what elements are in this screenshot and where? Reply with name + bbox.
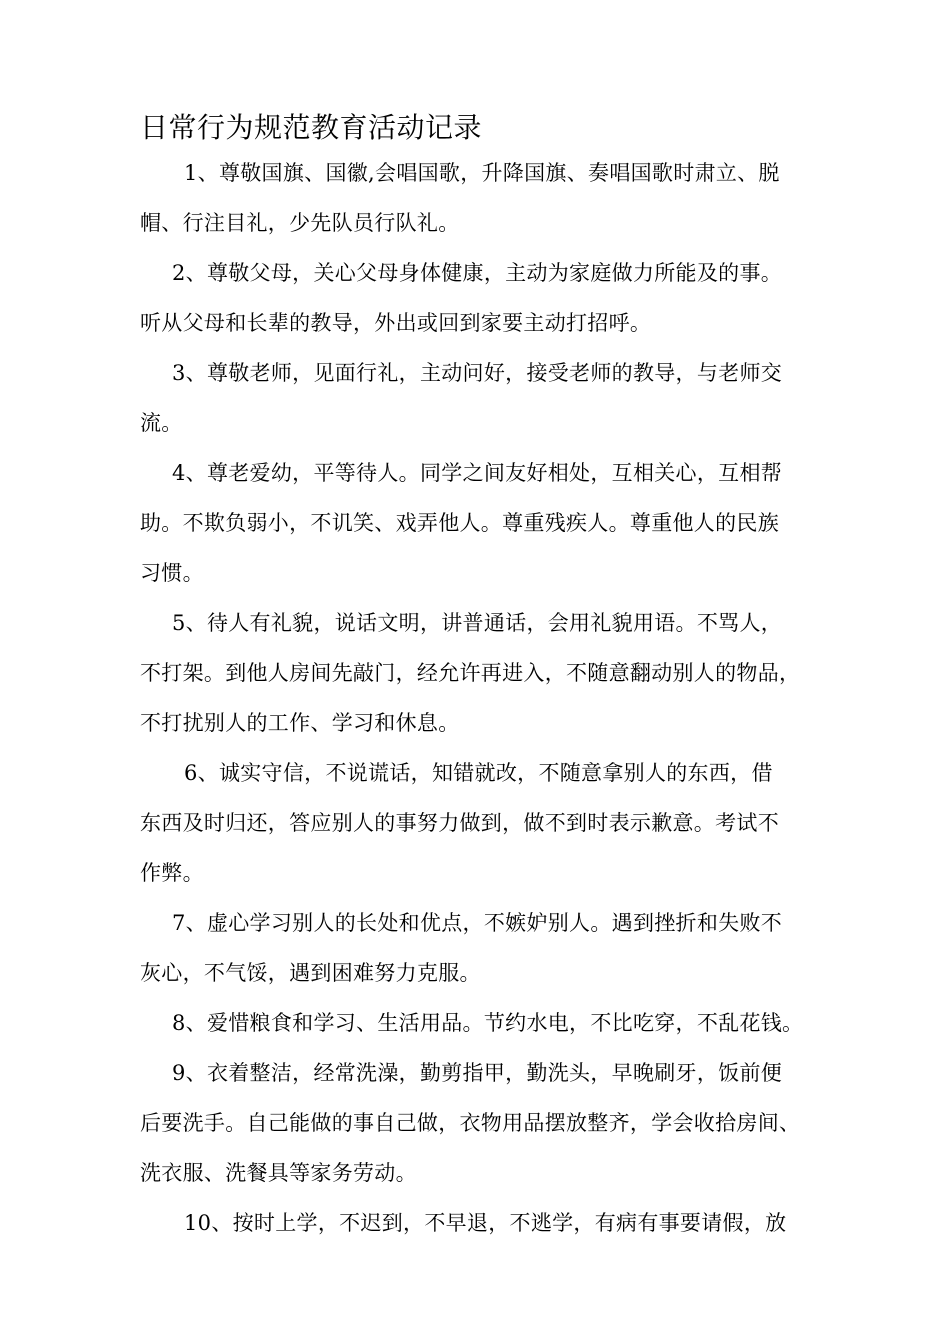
paragraph-1-line-1: 1、尊敬国旗、国徽,会唱国歌，升降国旗、奏唱国歌时肃立、脱 <box>184 161 780 185</box>
paragraph-4-line-3: 习惯。 <box>140 561 204 585</box>
paragraph-1-line-2: 帽、行注目礼，少先队员行队礼。 <box>140 211 460 235</box>
page-title: 日常行为规范教育活动记录 <box>140 111 483 144</box>
paragraph-9-line-2: 后要洗手。自己能做的事自己做，衣物用品摆放整齐，学会收拾房间、 <box>140 1111 801 1135</box>
paragraph-9-line-3: 洗衣服、洗餐具等家务劳动。 <box>140 1161 417 1185</box>
paragraph-3-line-2: 流。 <box>140 411 183 435</box>
paragraph-2-line-2: 听从父母和长辈的教导，外出或回到家要主动打招呼。 <box>140 311 652 335</box>
paragraph-9-line-1: 9、衣着整洁，经常洗澡，勤剪指甲，勤洗头，早晚刷牙，饭前便 <box>172 1061 783 1085</box>
paragraph-3-line-1: 3、尊敬老师，见面行礼，主动问好，接受老师的教导，与老师交 <box>172 361 783 385</box>
paragraph-10-line-1: 10、按时上学，不迟到，不早退，不逃学，有病有事要请假，放 <box>184 1211 787 1235</box>
paragraph-6-line-1: 6、诚实守信，不说谎话，知错就改，不随意拿别人的东西，借 <box>184 761 773 785</box>
paragraph-5-line-3: 不打扰别人的工作、学习和休息。 <box>140 711 460 735</box>
paragraph-6-line-3: 作弊。 <box>140 861 204 885</box>
paragraph-8-line-1: 8、爱惜粮食和学习、生活用品。节约水电，不比吃穿，不乱花钱。 <box>172 1011 804 1035</box>
paragraph-7-line-1: 7、虚心学习别人的长处和优点，不嫉妒别人。遇到挫折和失败不 <box>172 911 783 935</box>
paragraph-7-line-2: 灰心，不气馁，遇到困难努力克服。 <box>140 961 481 985</box>
paragraph-5-line-1: 5、待人有礼貌，说话文明，讲普通话，会用礼貌用语。不骂人， <box>172 611 783 635</box>
paragraph-6-line-2: 东西及时归还，答应别人的事努力做到，做不到时表示歉意。考试不 <box>140 811 779 835</box>
paragraph-2-line-1: 2、尊敬父母，关心父母身体健康，主动为家庭做力所能及的事。 <box>172 261 783 285</box>
paragraph-5-line-2: 不打架。到他人房间先敲门，经允许再进入，不随意翻动别人的物品， <box>140 661 801 685</box>
paragraph-4-line-2: 助。不欺负弱小，不讥笑、戏弄他人。尊重残疾人。尊重他人的民族 <box>140 511 779 535</box>
paragraph-4-line-1: 4、尊老爱幼，平等待人。同学之间友好相处，互相关心，互相帮 <box>172 461 783 485</box>
